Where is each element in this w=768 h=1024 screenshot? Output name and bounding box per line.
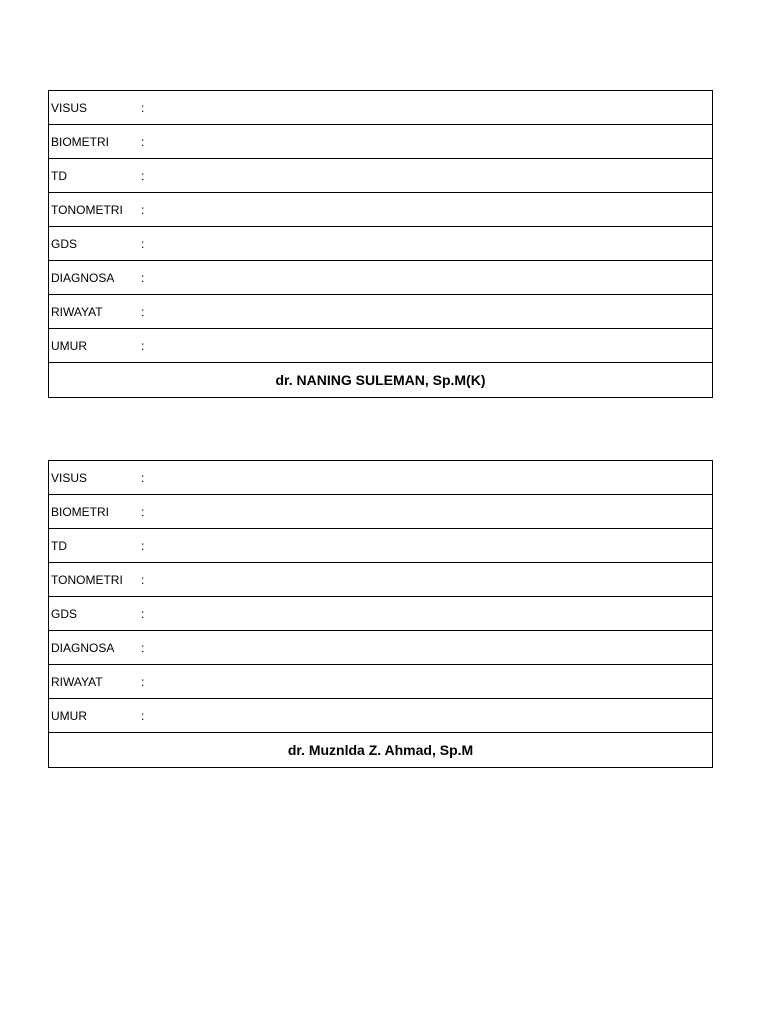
doctor-row — [49, 363, 713, 398]
field-label: BIOMETRI — [51, 504, 110, 519]
field-label: DIAGNOSA — [51, 270, 115, 285]
field-label: UMUR — [51, 708, 87, 723]
field-colon: : — [141, 100, 145, 115]
field-row-tonometri — [49, 563, 713, 597]
field-label: RIWAYAT — [51, 304, 103, 319]
field-row-diagnosa — [49, 261, 713, 295]
field-label: TONOMETRI — [51, 202, 123, 217]
field-label: VISUS — [51, 470, 88, 485]
field-label: VISUS — [51, 100, 88, 115]
field-row-umur — [49, 329, 713, 363]
field-label: RIWAYAT — [51, 674, 103, 689]
field-label: DIAGNOSA — [51, 640, 115, 655]
field-colon: : — [141, 168, 145, 183]
field-label: GDS — [51, 606, 78, 621]
field-colon: : — [141, 202, 145, 217]
field-colon: : — [141, 304, 145, 319]
field-row-riwayat — [49, 295, 713, 329]
field-row-td — [49, 529, 713, 563]
field-row-visus — [49, 91, 713, 125]
exam-form-1 — [48, 90, 713, 398]
field-row-biometri — [49, 125, 713, 159]
field-colon: : — [141, 606, 145, 621]
field-label: TONOMETRI — [51, 572, 123, 587]
field-colon: : — [141, 134, 145, 149]
doctor-name: dr. Muznlda Z. Ahmad, Sp.M — [49, 733, 713, 768]
field-colon: : — [141, 270, 145, 285]
field-colon: : — [141, 538, 145, 553]
field-colon: : — [141, 708, 145, 723]
doctor-name: dr. NANING SULEMAN, Sp.M(K) — [49, 363, 713, 398]
field-colon: : — [141, 338, 145, 353]
field-colon: : — [141, 470, 145, 485]
field-label: UMUR — [51, 338, 87, 353]
doctor-row — [49, 733, 713, 768]
field-row-tonometri — [49, 193, 713, 227]
field-row-gds — [49, 597, 713, 631]
field-colon: : — [141, 236, 145, 251]
field-label: GDS — [51, 236, 78, 251]
field-colon: : — [141, 640, 145, 655]
field-colon: : — [141, 504, 145, 519]
field-row-biometri — [49, 495, 713, 529]
field-label: BIOMETRI — [51, 134, 110, 149]
field-row-umur — [49, 699, 713, 733]
field-row-gds — [49, 227, 713, 261]
exam-form-2 — [48, 460, 713, 768]
field-row-visus — [49, 461, 713, 495]
field-row-riwayat — [49, 665, 713, 699]
field-colon: : — [141, 572, 145, 587]
field-colon: : — [141, 674, 145, 689]
field-label: TD — [51, 168, 67, 183]
field-row-td — [49, 159, 713, 193]
field-row-diagnosa — [49, 631, 713, 665]
field-label: TD — [51, 538, 67, 553]
